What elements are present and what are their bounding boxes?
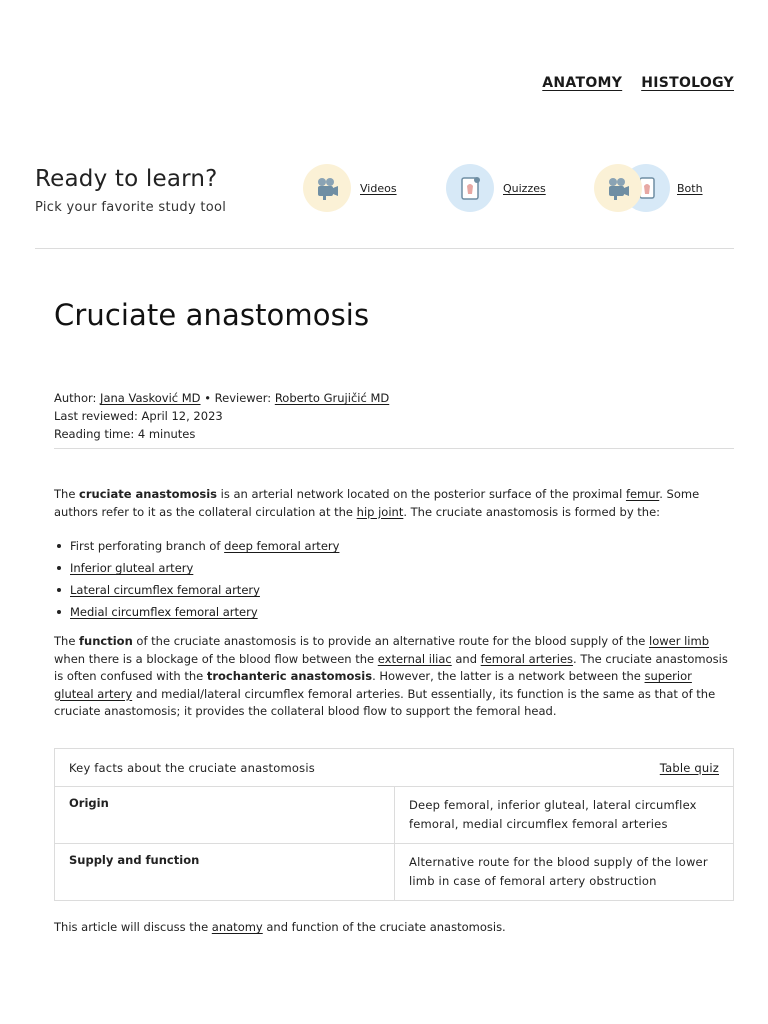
list-item (54, 557, 734, 579)
row-value: Deep femoral, inferior gluteal, lateral circumflex femoral, medial circumflex femoral arteries (409, 798, 697, 831)
quiz-icon (446, 164, 494, 212)
article-meta (54, 389, 389, 443)
superior-gluteal-artery-link[interactable]: superior gluteal artery (54, 669, 692, 701)
author-link[interactable]: Jana Vasković MD (100, 391, 201, 405)
row-label: Supply and function (55, 844, 395, 900)
closing-paragraph: This article will discuss the anatomy and function of the cruciate anastomosis. (54, 920, 506, 934)
video-and-quiz-icon (594, 164, 670, 212)
key-facts-table (54, 748, 734, 901)
study-tool-videos[interactable] (303, 164, 397, 212)
anatomy-link[interactable]: anatomy (211, 920, 263, 934)
femoral-arteries-link[interactable]: femoral arteries (480, 651, 574, 666)
key-facts-title: Key facts about the cruciate anastomosis (69, 760, 315, 775)
medial-circumflex-femoral-artery-link[interactable]: Medial circumflex femoral artery (70, 605, 258, 619)
table-row (55, 844, 733, 900)
last-reviewed: Last reviewed: April 12, 2023 (54, 409, 223, 423)
reading-time: Reading time: 4 minutes (54, 427, 196, 441)
videos-link[interactable]: Videos (360, 181, 397, 195)
lower-limb-link[interactable]: lower limb (649, 634, 710, 648)
table-row (55, 787, 733, 844)
both-link[interactable]: Both (677, 181, 703, 195)
nav-link-anatomy[interactable]: ANATOMY (542, 75, 623, 91)
formation-list (54, 535, 734, 623)
list-item (54, 601, 734, 623)
study-tool-quizzes[interactable] (446, 164, 546, 212)
video-camera-icon (303, 164, 351, 212)
article-body (54, 486, 734, 721)
list-item (54, 579, 734, 601)
intro-paragraph: The cruciate anastomosis is an arterial network located on the posterior surface of the proximal femur. Some authors refer to it as the collateral circulation at the hip joint. The cruciate anastomosis is formed by the: (54, 487, 700, 519)
key-facts-header (55, 749, 733, 787)
promo-title: Ready to learn? (35, 166, 218, 192)
nav-link-histology[interactable]: HISTOLOGY (641, 75, 734, 91)
page-title: Cruciate anastomosis (54, 298, 370, 332)
femur-link[interactable]: femur (625, 487, 660, 501)
row-value: Alternative route for the blood supply of the lower limb in case of femoral artery obstruction (409, 855, 708, 888)
study-tool-promo (35, 166, 226, 215)
study-tool-both[interactable] (594, 164, 703, 212)
quizzes-link[interactable]: Quizzes (503, 181, 546, 195)
list-item: First perforating branch of deep femoral artery (54, 535, 734, 557)
meta-divider (54, 448, 734, 449)
author-line: Author: Jana Vasković MD • Reviewer: Roberto Grujičić MD (54, 391, 390, 405)
lateral-circumflex-femoral-artery-link[interactable]: Lateral circumflex femoral artery (70, 583, 260, 597)
deep-femoral-artery-link[interactable]: deep femoral artery (224, 539, 340, 553)
hip-joint-link[interactable]: hip joint (356, 504, 404, 519)
table-quiz-link[interactable]: Table quiz (659, 760, 719, 775)
section-divider (35, 248, 734, 249)
row-label: Origin (55, 787, 395, 843)
reviewer-link[interactable]: Roberto Grujičić MD (274, 391, 390, 405)
function-paragraph: The function of the cruciate anastomosis is to provide an alternative route for the blood supply of the lower limb when there is a blockage of the blood flow between the external iliac and femoral arteries. The cruciate anastomosis is often confused with the trochanteric anastomosis. However, the latter is a network between the superior gluteal artery and medial/lateral circumflex femoral arteries. But essentially, its function is the same as that of the cruciate anastomosis; it provides the collateral blood flow to support the femoral head. (54, 634, 728, 718)
inferior-gluteal-artery-link[interactable]: Inferior gluteal artery (70, 561, 194, 575)
external-iliac-link[interactable]: external iliac (377, 651, 452, 666)
top-navigation (542, 75, 734, 91)
promo-subtitle: Pick your favorite study tool (35, 200, 227, 215)
